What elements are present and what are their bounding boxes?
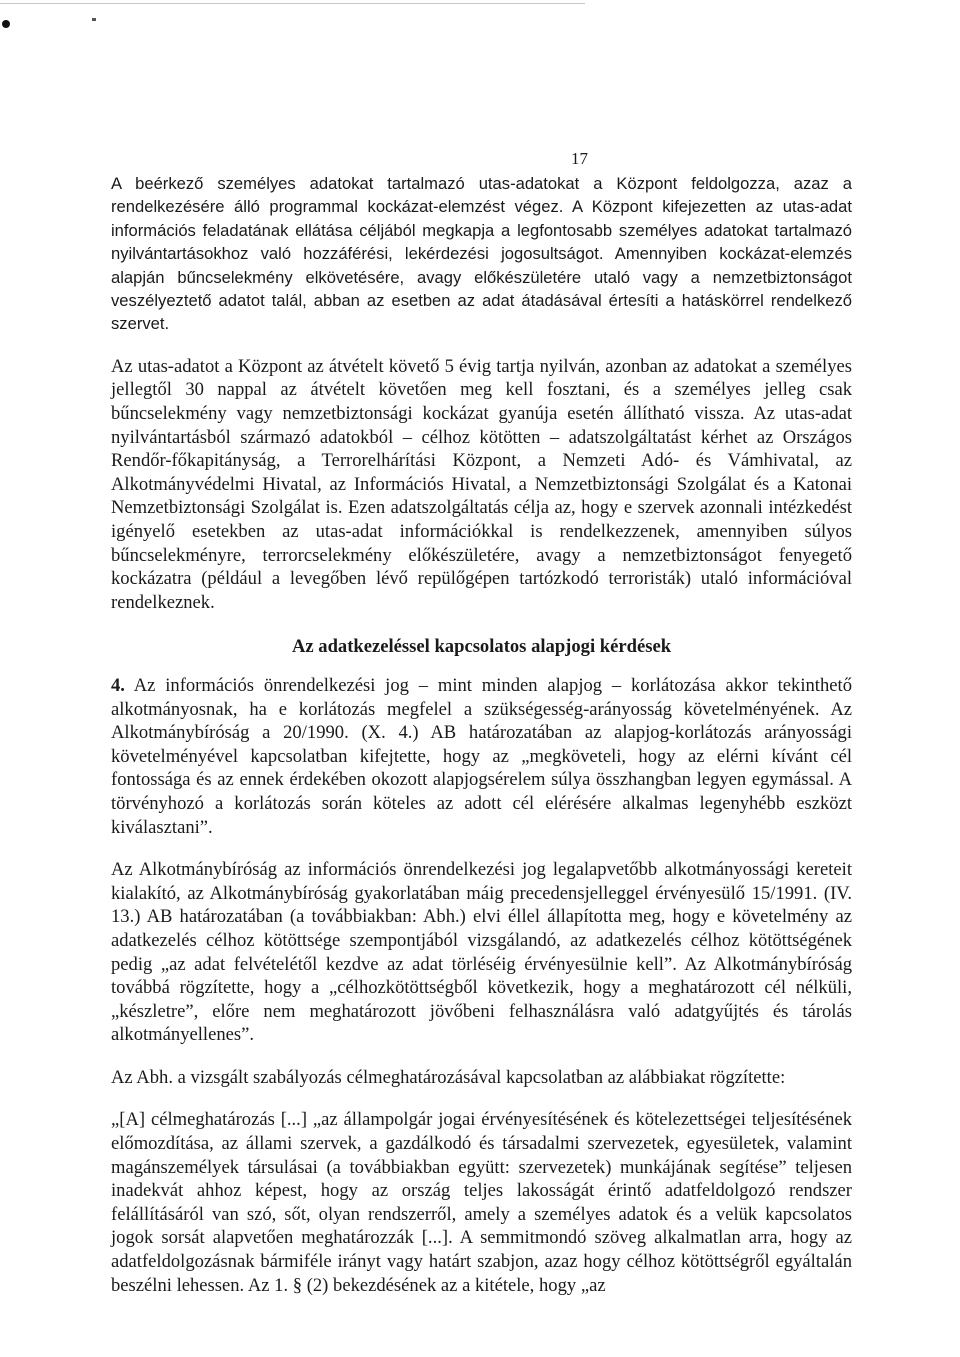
scan-artifact-mark [92,18,96,21]
scan-top-border [0,3,585,4]
scan-artifact-dot [2,20,10,28]
paragraph-nyilvantartas: Az utas-adatot a Központ az átvételt követő 5 évig tartja nyilván, azonban az adatokat a személyes jellegtől 30 nappal az átvételt követően meg kell fosztani, és a személyes jelleg csak bűncselekmény vagy nemzetbiztonsági kockázat gyanúja esetén állítható vissza. Az utas-adat nyilvántartásból származó adatokból – célhoz kötötten – adatszolgáltatást kérhet az Országos Rendőr-főkapitányság, a Terrorelhárítási Központ, a Nemzeti Adó- és Vámhivatal, az Alkotmányvédelmi Hivatal, az Információs Hivatal, a Nemzetbiztonsági Szolgálat és a Katonai Nemzetbiztonsági Szolgálat is. Ezen adatszolgáltatás célja az, hogy e szervek azonnali intézkedést igényelő esetekben az utas-adat információkkal is rendelkezzenek, amennyiben súlyos bűncselekményre, terrorcselekmény előkészületére, avagy a nemzetbiztonságot fenyegető kockázatra (például a levegőben lévő repülőgépen tartózkodó terroristák) utaló információval rendelkeznek. [111,355,852,613]
section-4-text: Az információs önrendelkezési jog – mint minden alapjog – korlátozása akkor tekinthető alkotmányosnak, ha e korlátozás megfelel a szükségesség-arányosság követelményének. Az Alkotmánybíróság a 20/1990. (X. 4.) AB határozatában az alapjog-korlátozás arányossági követelményével kapcsolatban kifejtette, hogy az „megköveteli, hogy az elérni kívánt cél fontossága és az ennek érdekében okozott alapjogsérelem súlya összhangban legyen egymással. A törvényhozó a korlátozás során köteles az adott cél elérésére alkalmas legenyhébb eszközt kiválasztani”. [111,674,852,838]
section-heading: Az adatkezeléssel kapcsolatos alapjogi kérdések [291,636,672,658]
page-number: 17 [571,149,588,168]
document-page [111,148,852,1316]
paragraph-celmeghatarozas-intro: Az Abh. a vizsgált szabályozás célmeghatározásával kapcsolatban az alábbiakat rögzítette: [111,1066,786,1088]
paragraph-abh: Az Alkotmánybíróság az információs önrendelkezési jog legalapvetőbb alkotmányossági kereteit kialakító, az Alkotmánybíróság gyakorlatában máig precedensjelleggel érvényesülő 15/1991. (IV. 13.) AB határozatában (a továbbiakban: Abh.) elvi éllel állapította meg, hogy e követelmény az adatkezelés célhoz kötöttsége szempontjából vizsgálandó, az adatkezelés célhoz kötöttségének pedig „az adat felvételétől kezdve az adat törléséig érvényesülnie kell”. Az Alkotmánybíróság továbbá rögzítette, hogy a „célhozkötöttségből következik, hogy a meghatározott cél nélküli, „készletre”, előre nem meghatározott jövőbeni felhasználásra való adatgyűjtés és tárolás alkotmányellenes”. [111,859,852,1046]
paragraph-quote: „[A] célmeghatározás [...] „az állampolgár jogai érvényesítésének és kötelezettségei teljesítésének előmozdítása, az állami szervek, a gazdálkodó és társadalmi szervezetek, egyesületek, valamint magánszemélyek társulásai (a továbbiakban együtt: szervezetek) munkájának segítése” teljesen inadekvát ahhoz képest, hogy az ország teljes lakosságát érintő adatfeldolgozó rendszer felállításáról van szó, sőt, olyan rendszerről, amely a személyes adatok és a velük kapcsolatos jogok sorsát alapvetően meghatározzák [...]. A semmitmondó szöveg alkalmatlan arra, hogy az adatfeldolgozásnak bármiféle irányt vagy határt szabjon, azaz hogy célhoz kötöttségről egyáltalán beszélni lehessen. Az 1. § (2) bekezdésének az a kitétele, hogy „az [111,1109,852,1296]
section-number: 4. [111,674,125,696]
paragraph-section-4 [111,674,852,839]
paragraph-utas-adat-feldolgozas: A beérkező személyes adatokat tartalmazó utas-adatokat a Központ feldolgozza, azaz a rendelkezésére álló programmal kockázat-elemzést végez. A Központ kifejezetten az utas-adat információs feladatának ellátása céljából megkapja a legfontosabb személyes adatokat tartalmazó nyilvántartásokhoz való hozzáférési, lekérdezési jogosultságot. Amennyiben kockázat-elemzés alapján bűncselekmény elkövetésére, avagy előkészületére utaló vagy a nemzetbiztonságot veszélyeztető adatot talál, abban az esetben az adat átadásával értesíti a hatáskörrel rendelkező szervet. [111,174,852,334]
